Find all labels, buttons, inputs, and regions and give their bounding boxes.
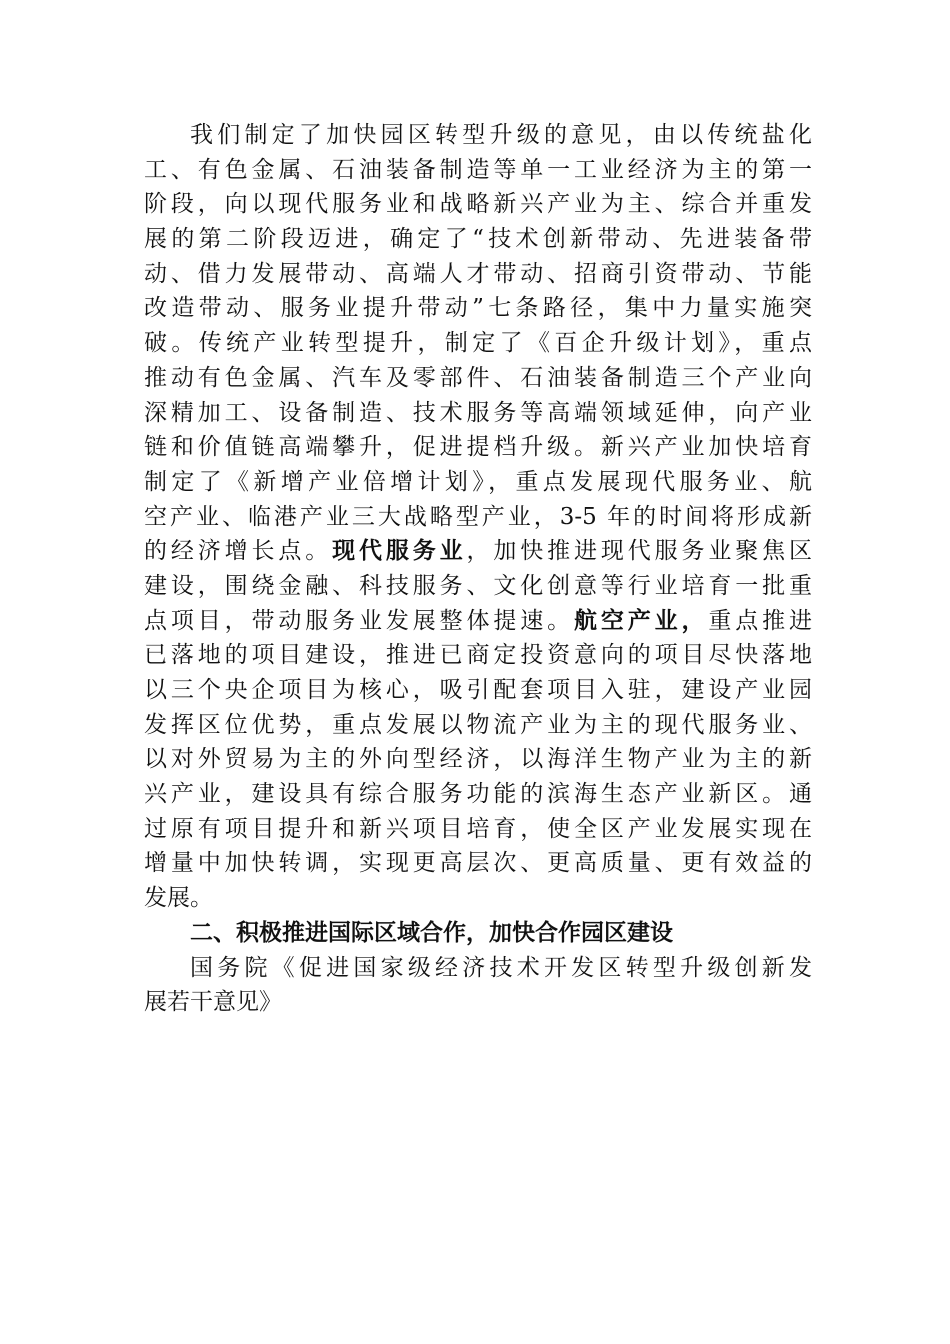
paragraph-line: 已落地的项目建设，推进已商定投资意向的项目尽快落地 xyxy=(144,642,812,669)
paragraph-line: 展若干意见》 xyxy=(144,989,282,1016)
plain-text: ，加快推进现代服务业聚焦区 xyxy=(466,538,812,565)
paragraph-line: 国务院《促进国家级经济技术开发区转型升级创新发 xyxy=(190,954,812,981)
paragraph-line: 增量中加快转调，实现更高层次、更高质量、更有效益的 xyxy=(144,850,812,877)
paragraph-line: 空产业、临港产业三大战略型产业，3-5 年的时间将形成新 xyxy=(144,503,812,530)
paragraph-line: 破。传统产业转型提升，制定了《百企升级计划》，重点 xyxy=(144,330,812,357)
paragraph-line: 阶段，向以现代服务业和战略新兴产业为主、综合并重发 xyxy=(144,191,812,218)
paragraph-line: 发展。 xyxy=(144,885,213,912)
paragraph-line: 制定了《新增产业倍增计划》，重点发展现代服务业、航 xyxy=(144,468,812,495)
plain-text: 重点推进 xyxy=(708,607,812,634)
paragraph-line: 发挥区位优势，重点发展以物流产业为主的现代服务业、 xyxy=(144,711,812,738)
plain-text: 点项目，带动服务业发展整体提速。 xyxy=(144,607,574,634)
paragraph-line-mixed xyxy=(144,604,812,639)
paragraph-line: 深精加工、设备制造、技术服务等高端领域延伸，向产业 xyxy=(144,399,812,426)
paragraph-line: 过原有项目提升和新兴项目培育，使全区产业发展实现在 xyxy=(144,815,812,842)
paragraph-line: 以对外贸易为主的外向型经济，以海洋生物产业为主的新 xyxy=(144,746,812,773)
paragraph-line: 以三个央企项目为核心，吸引配套项目入驻，建设产业园 xyxy=(144,677,812,703)
paragraph-line: 我们制定了加快园区转型升级的意见，由以传统盐化 xyxy=(190,122,812,148)
paragraph-line-mixed xyxy=(144,534,812,569)
paragraph-line: 建设，围绕金融、科技服务、文化创意等行业培育一批重 xyxy=(144,572,812,599)
section-heading: 二、积极推进国际区域合作，加快合作园区建设 xyxy=(190,919,673,946)
paragraph-line: 改造带动、服务业提升带动”七条路径，集中力量实施突 xyxy=(144,295,812,322)
paragraph-line: 工、有色金属、石油装备制造等单一工业经济为主的第一 xyxy=(144,156,812,183)
document-body xyxy=(144,118,812,1020)
paragraph-line: 展的第二阶段迈进，确定了“技术创新带动、先进装备带 xyxy=(144,226,812,253)
plain-text: 的经济增长点。 xyxy=(144,538,333,565)
paragraph-line: 推动有色金属、汽车及零部件、石油装备制造三个产业向 xyxy=(144,364,812,391)
paragraph-line: 动、借力发展带动、高端人才带动、招商引资带动、节能 xyxy=(144,260,812,287)
paragraph-line: 兴产业，建设具有综合服务功能的滨海生态产业新区。通 xyxy=(144,781,812,808)
bold-term-modern-services: 现代服务业 xyxy=(332,538,467,565)
paragraph-line: 链和价值链高端攀升，促进提档升级。新兴产业加快培育 xyxy=(144,434,812,461)
bold-term-aviation: 航空产业， xyxy=(574,607,709,634)
